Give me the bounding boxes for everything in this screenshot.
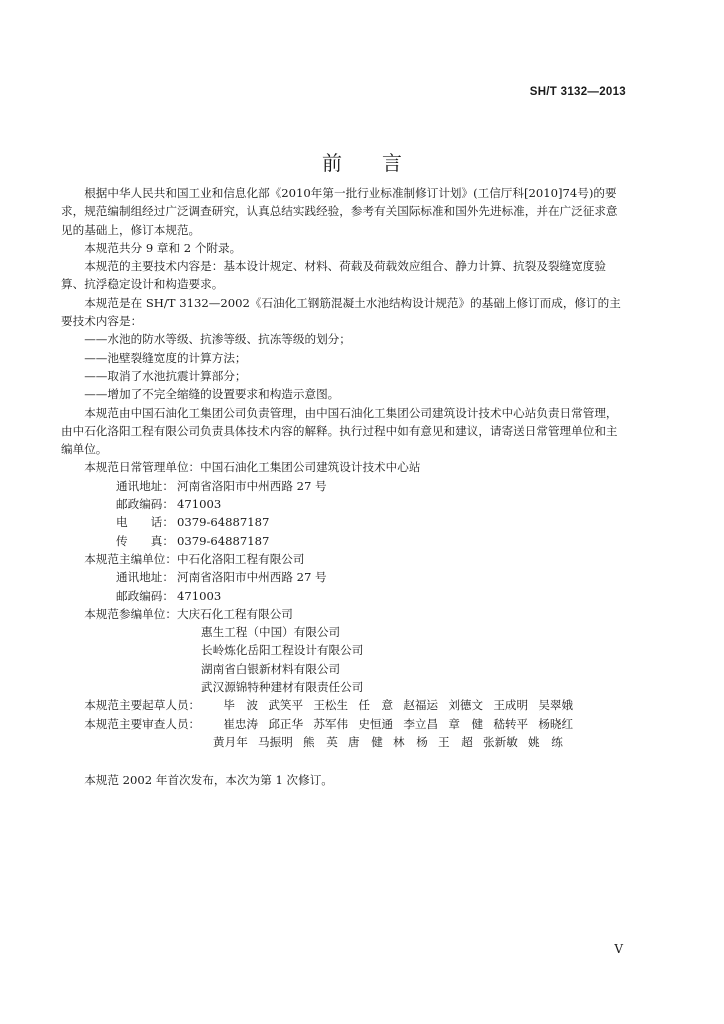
person-name: 赵福运: [403, 698, 439, 713]
field-value: 471003: [177, 497, 222, 512]
paragraph: 根据中华人民共和国工业和信息化部《2010年第一批行业标准制修订计划》(工信厅科[2010]74号)的要求，规范编制组经过广泛调查研究，认真总结实践经验，参考有关国际标准和国外先进标准，并在广泛征求意见的基础上，修订本规范。: [61, 186, 618, 237]
person-name: 嵇转平: [493, 716, 529, 731]
person-name: 唐 健: [348, 734, 383, 749]
person-name: 苏军伟: [313, 716, 349, 731]
person-name: 马振明: [258, 734, 293, 749]
paragraph: 本规范的主要技术内容是：基本设计规定、材料、荷载及荷载效应组合、静力计算、抗裂及裂缝宽度验算、抗浮稳定设计和构造要求。: [61, 259, 606, 292]
daily-unit-zip: [116, 495, 629, 513]
paragraph: 本规范由中国石油化工集团公司负责管理，由中国石油化工集团公司建筑设计技术中心站负责日常管理，由中石化洛阳工程有限公司负责具体技术内容的解释。执行过程中如有意见和建议，请寄送日常管理单位和主编单位。: [61, 405, 618, 457]
spacer: [61, 751, 629, 771]
drafters-line: [61, 696, 629, 714]
participating-org: 长岭炼化岳阳工程设计有限公司: [201, 643, 364, 658]
chief-unit-line: [61, 550, 629, 568]
person-name: 刘德文: [448, 698, 484, 713]
person-name: 王松生: [313, 698, 349, 713]
chief-unit-address: [116, 568, 629, 586]
revision-item: ——增加了不完全缩缝的设置要求和构造示意图。: [84, 387, 340, 402]
field-label: 邮政编码：: [116, 588, 174, 603]
person-name: 王成明: [493, 698, 529, 713]
field-label: 传 真：: [116, 533, 174, 548]
participating-org: 惠生工程（中国）有限公司: [201, 625, 341, 640]
person-name: 杨晓红: [538, 716, 574, 731]
participating-label: 本规范参编单位：: [84, 606, 177, 621]
revision-item: ——水池的防水等级、抗渗等级、抗冻等级的划分；: [84, 332, 351, 347]
reviewers-label: 本规范主要审查人员：: [84, 716, 201, 731]
participating-org: 湖南省白银新材料有限公司: [201, 661, 341, 676]
participating-org: 大庆石化工程有限公司: [176, 606, 293, 621]
chief-unit-zip: [116, 587, 629, 605]
chief-unit-label: 本规范主编单位：: [84, 551, 177, 566]
person-name: 武笑平: [268, 698, 304, 713]
document-body: [61, 184, 629, 790]
standard-code: SH/T 3132—2013: [529, 86, 626, 98]
reviewers-names: [200, 715, 574, 733]
reviewers-names-continued: [213, 733, 629, 751]
release-note: 本规范 2002 年首次发布，本次为第 1 次修订。: [84, 773, 333, 788]
page-title: 前言: [322, 151, 442, 175]
person-name: 王 超: [438, 734, 473, 749]
participating-org: 武汉源锦特种建材有限责任公司: [201, 680, 364, 695]
person-name: 章 健: [448, 716, 484, 731]
chief-unit-name: 中石化洛阳工程有限公司: [176, 551, 305, 566]
person-name: 史恒通: [358, 716, 394, 731]
person-name: 任 意: [358, 698, 394, 713]
daily-unit-tel: [116, 513, 629, 531]
paragraph: 本规范是在 SH/T 3132—2002《石油化工钢筋混凝土水池结构设计规范》的基础上修订而成，修订的主要技术内容是：: [61, 295, 621, 329]
person-name: 姚 练: [528, 734, 563, 749]
paragraph: 本规范共分 9 章和 2 个附录。: [84, 240, 242, 255]
person-name: 黄月年: [213, 734, 248, 749]
daily-unit-fax: [116, 532, 629, 550]
field-value: 0379-64887187: [177, 533, 270, 548]
person-name: 毕 波: [223, 698, 259, 713]
field-value: 河南省洛阳市中州西路 27 号: [177, 570, 327, 585]
person-name: 邱正华: [268, 716, 304, 731]
participating-line: [61, 605, 629, 623]
daily-unit-name: 中国石油化工集团公司建筑设计技术中心站: [200, 460, 421, 475]
daily-unit-address: [116, 477, 629, 495]
field-value: 0379-64887187: [177, 515, 270, 530]
field-label: 通讯地址：: [116, 570, 174, 585]
field-value: 471003: [177, 588, 222, 603]
person-name: 林 杨: [393, 734, 428, 749]
field-label: 邮政编码：: [116, 497, 174, 512]
person-name: 李立昌: [403, 716, 439, 731]
drafters-names: [200, 696, 574, 714]
field-label: 电 话：: [116, 515, 174, 530]
person-name: 吴翠娥: [538, 698, 574, 713]
person-name: 张新敏: [483, 734, 518, 749]
daily-unit-line: [61, 458, 629, 476]
page-number: V: [614, 942, 623, 956]
drafters-label: 本规范主要起草人员：: [84, 698, 201, 713]
person-name: 熊 英: [303, 734, 338, 749]
revision-item: ——池壁裂缝宽度的计算方法；: [84, 350, 247, 365]
daily-unit-label: 本规范日常管理单位：: [84, 460, 201, 475]
person-name: 崔忠涛: [223, 716, 259, 731]
revision-item: ——取消了水池抗震计算部分；: [84, 368, 247, 383]
field-label: 通讯地址：: [116, 478, 174, 493]
field-value: 河南省洛阳市中州西路 27 号: [177, 478, 327, 493]
reviewers-line: [61, 715, 629, 733]
